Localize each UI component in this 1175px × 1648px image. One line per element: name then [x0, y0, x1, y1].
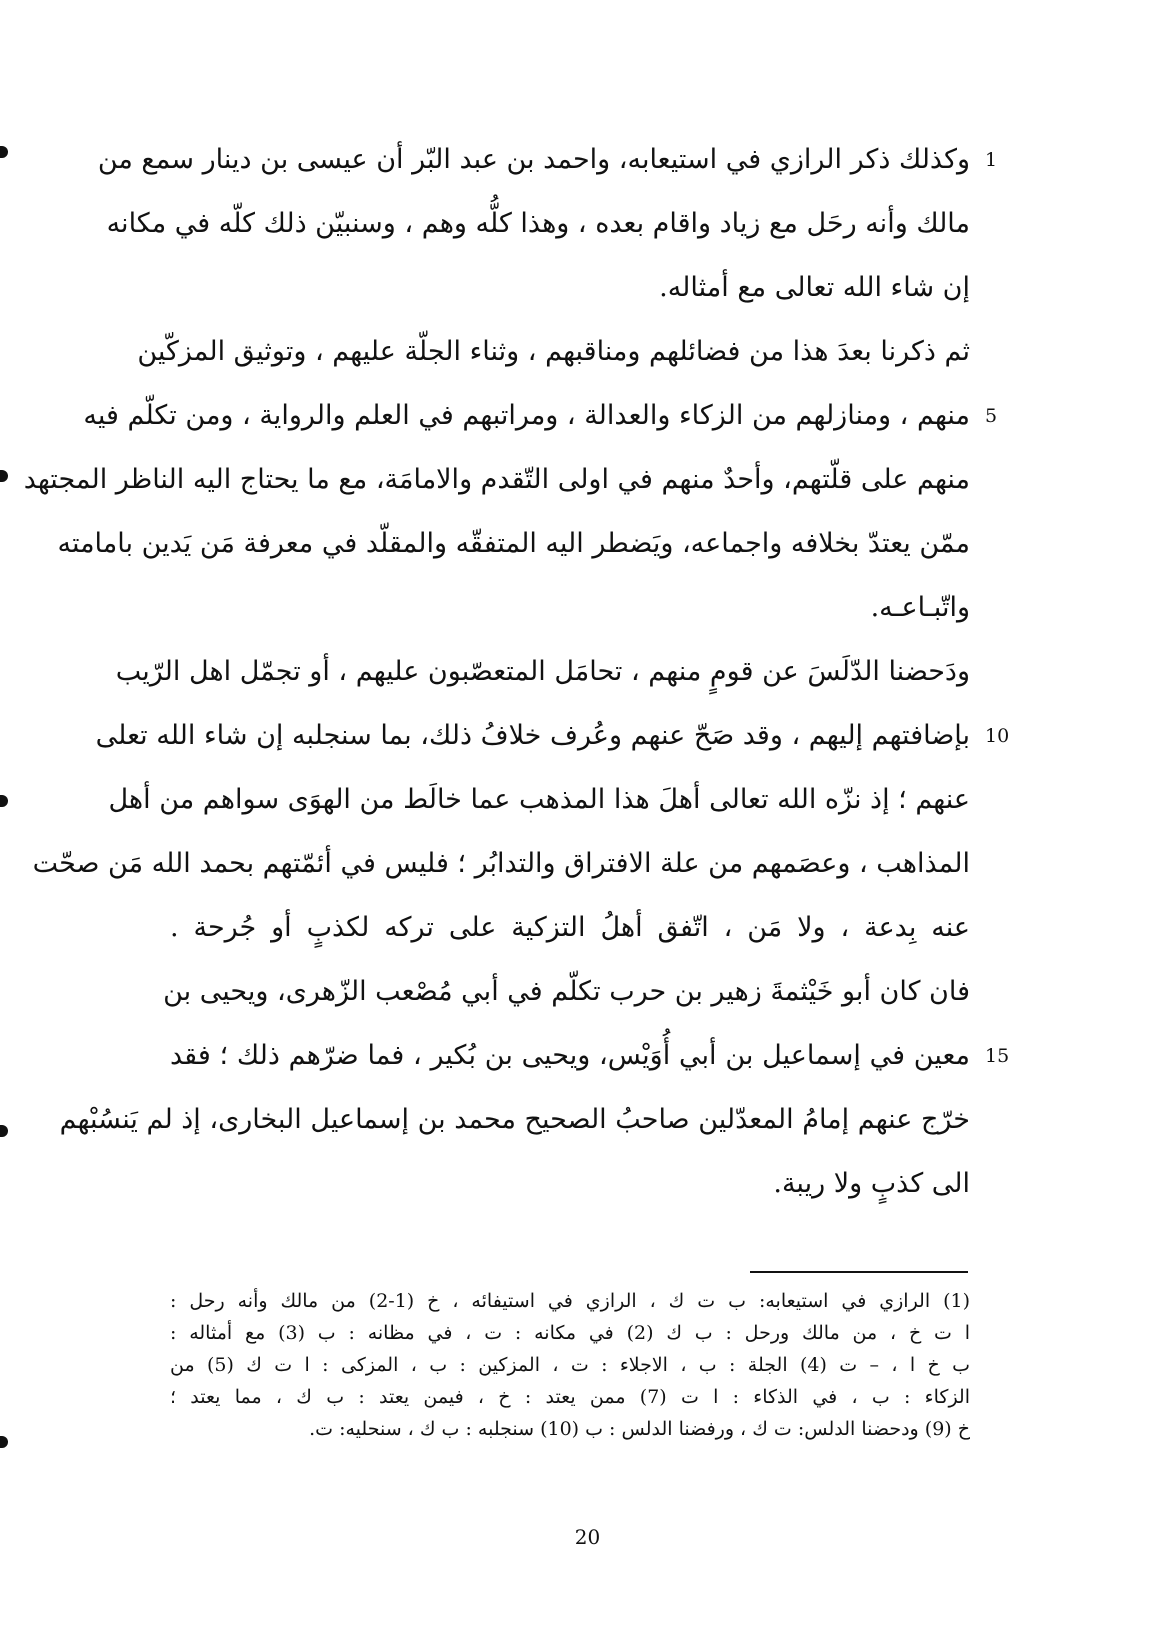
line-number: 5 — [985, 405, 998, 427]
text-line-11: عنهم ؛ إذ نزّه الله تعالى أهلَ هذا المذهب عما خالَط من الهوَى سواهم من أهل — [108, 784, 970, 815]
binding-mark — [0, 470, 8, 482]
text-line-9: ودَحضنا الدّلَسَ عن قومٍ منهم ، تحامَل المتعصّبون عليهم ، أو تجمّل اهل الرّيب — [115, 656, 970, 687]
page-number: 20 — [574, 1525, 601, 1549]
text-line-12: المذاهب ، وعصَمهم من علة الافتراق والتدابُر ؛ فليس في أئمّتهم بحمد الله مَن صحّت — [32, 848, 970, 879]
footnote-line-5: خ (9) ودحضنا الدلس: ت ك ، ورفضنا الدلس : ب (10) سنجلبه : ب ك ، سنحليه: ت. — [309, 1418, 970, 1440]
footnote-line-2: ا ت خ ، من مالك ورحل : ب ك (2) في مكانه : ت ، في مظانه : ب (3) مع أمثاله : — [170, 1322, 970, 1344]
text-line-2: مالك وأنه رحَل مع زياد واقام بعده ، وهذا كلُّه وهم ، وسنبيّن ذلك كلّه في مكانه — [106, 208, 970, 239]
footnote-line-3: ب خ ا ، – ت (4) الجلة : ب ، الاجلاء : ت ، المزكين : ب ، المزكى : ا ت ك (5) من — [170, 1354, 971, 1376]
binding-mark — [0, 795, 8, 807]
text-line-14: فان كان أبو خَيْثمةَ زهير بن حرب تكلّم في أبي مُصْعب الزّهرى، ويحيى بن — [163, 976, 970, 1007]
text-line-16: خرّج عنهم إمامُ المعدّلين صاحبُ الصحيح محمد بن إسماعيل البخارى، إذ لم يَنسُبْهم — [59, 1104, 970, 1135]
text-line-5: منهم ، ومنازلهم من الزكاء والعدالة ، ومراتبهم في العلم والرواية ، ومن تكلّم فيه — [83, 400, 970, 431]
line-number: 10 — [985, 725, 1010, 747]
text-line-15: معين في إسماعيل بن أبي أُوَيْس، ويحيى بن بُكير ، فما ضرّهم ذلك ؛ فقد — [170, 1040, 970, 1071]
text-line-4: ثم ذكرنا بعدَ هذا من فضائلهم ومناقبهم ، وثناء الجلّة عليهم ، وتوثيق المزكّين — [137, 336, 970, 367]
footnote-line-4: الزكاء : ب ، في الذكاء : ا ت (7) ممن يعتد : خ ، فيمن يعتد : ب ك ، مما يعتد ؛ — [170, 1386, 970, 1408]
line-number: 15 — [985, 1045, 1010, 1067]
footnote-line-1: (1) الرازي في استيعابه: ب ت ك ، الرازي في استيفائه ، خ (1-2) من مالك وأنه رحل : — [170, 1290, 970, 1312]
text-line-1: وكذلك ذكر الرازي في استيعابه، واحمد بن عبد البّر أن عيسى بن دينار سمع من — [97, 144, 970, 175]
line-number: 1 — [985, 149, 998, 171]
footnote-rule — [750, 1271, 968, 1273]
binding-mark — [0, 1125, 8, 1137]
text-line-8: واتّبـاعـه. — [870, 592, 970, 623]
text-line-6: منهم على قلّتهم، وأحدٌ منهم في اولى التّقدم والامامَة، مع ما يحتاج اليه الناظر المجتهد — [23, 464, 970, 495]
text-line-10: بإضافتهم إليهم ، وقد صَحّ عنهم وعُرف خلافُ ذلك، بما سنجلبه إن شاء الله تعلى — [95, 720, 970, 751]
binding-mark — [0, 1436, 8, 1448]
text-line-7: ممّن يعتدّ بخلافه واجماعه، ويَضطر اليه المتفقّه والمقلّد في معرفة مَن يَدين بامامته — [57, 528, 970, 559]
text-line-17: الى كذبٍ ولا ريبة. — [773, 1168, 970, 1199]
text-line-3: إن شاء الله تعالى مع أمثاله. — [659, 272, 970, 303]
binding-mark — [0, 146, 8, 158]
text-line-13: عنه بِدعة ، ولا مَن ، اتّفق أهلُ التزكية على تركه لكذبٍ أو جُرحة . — [170, 912, 970, 943]
